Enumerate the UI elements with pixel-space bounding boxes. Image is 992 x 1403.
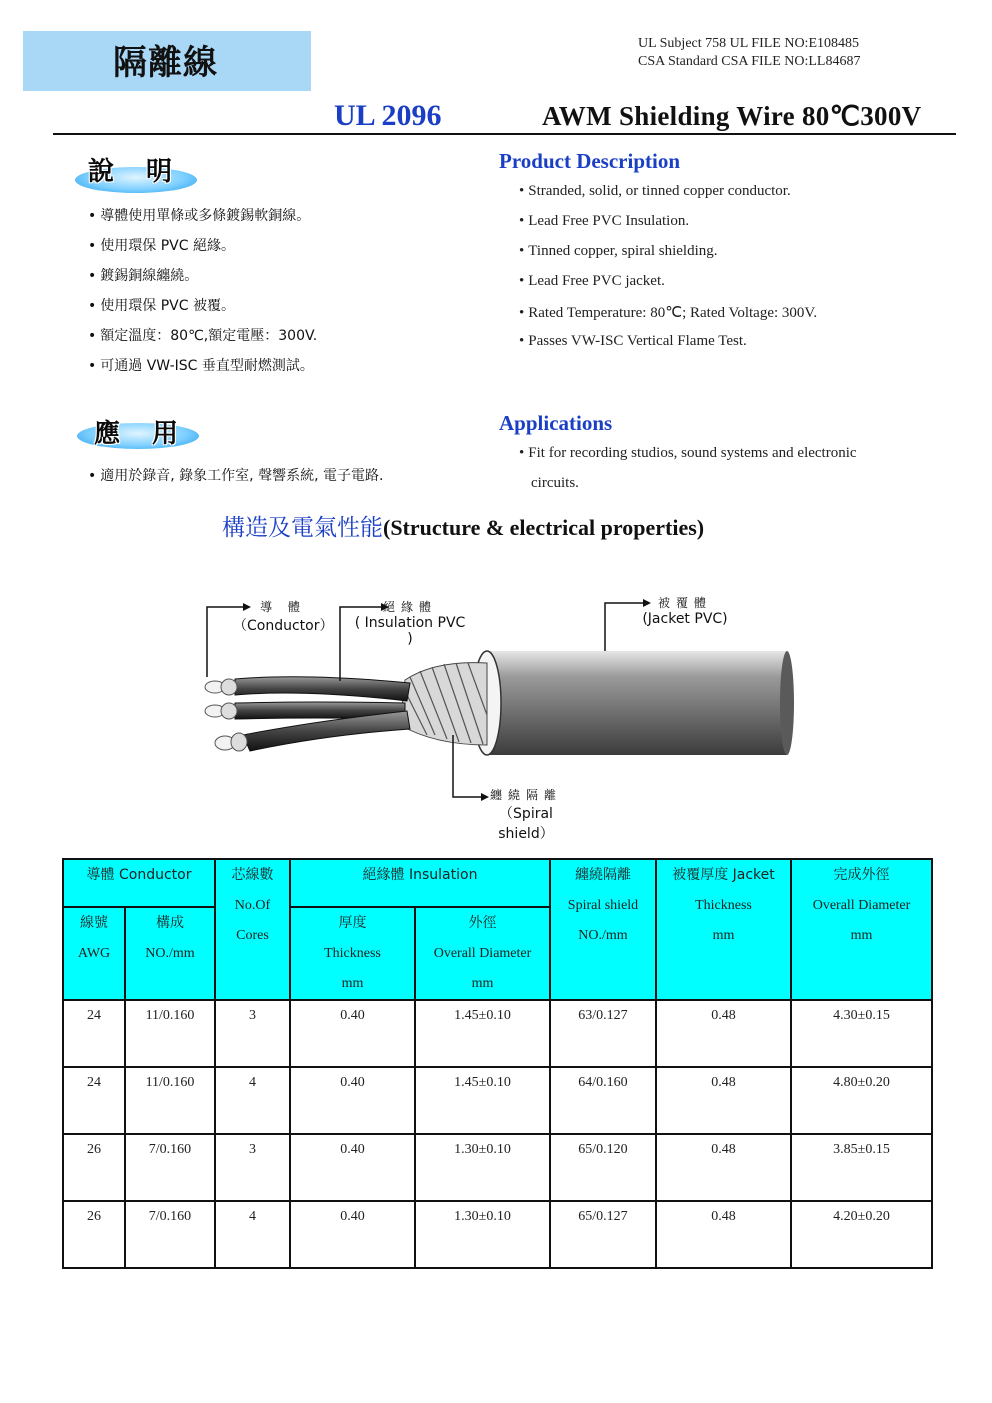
header-awg: 線號 AWG (63, 907, 125, 1000)
header-overall-diameter: 完成外徑 Overall Diameter mm (791, 859, 932, 1000)
spiral-shield (400, 663, 487, 745)
header-insulation-thickness: 厚度 Thickness mm (290, 907, 415, 1000)
applications-heading: Applications (499, 411, 613, 435)
cell-construction: 11/0.160 (125, 1000, 215, 1067)
insulated-cores (235, 677, 410, 751)
product-name: AWM Shielding Wire 80℃300V (542, 101, 922, 131)
conductor-label: 導 體 （Conductor） (233, 600, 334, 634)
cell-spiral-shield: 65/0.127 (550, 1201, 656, 1268)
table-row (63, 1201, 932, 1268)
zh-description-item: • 導體使用單條或多條鍍錫軟銅線。 (88, 208, 311, 224)
cell-construction: 7/0.160 (125, 1134, 215, 1201)
spiral-shield-label: 纏繞隔離 （Spiral shield） (489, 788, 562, 842)
model-number: UL 2096 (334, 99, 442, 132)
cell-cores: 3 (215, 1134, 290, 1201)
cell-overall-diameter: 4.30±0.15 (791, 1000, 932, 1067)
cell-awg: 26 (63, 1134, 125, 1201)
product-description-heading: Product Description (499, 149, 681, 173)
en-description-item: • Tinned copper, spiral shielding. (519, 243, 718, 259)
cell-awg: 24 (63, 1067, 125, 1134)
cell-insulation-diameter: 1.45±0.10 (415, 1067, 550, 1134)
cell-jacket-thickness: 0.48 (656, 1134, 791, 1201)
zh-description-item: • 鍍錫銅線纏繞。 (88, 268, 199, 284)
zh-description-item: • 額定溫度：80℃,額定電壓：300V. (88, 328, 318, 344)
cell-cores: 4 (215, 1201, 290, 1268)
cell-jacket-thickness: 0.48 (656, 1067, 791, 1134)
cell-overall-diameter: 4.20±0.20 (791, 1201, 932, 1268)
cell-construction: 7/0.160 (125, 1201, 215, 1268)
cell-insulation-thickness: 0.40 (290, 1201, 415, 1268)
applications-badge-text: 應用 (94, 419, 211, 449)
cell-awg: 26 (63, 1201, 125, 1268)
cell-cores: 4 (215, 1067, 290, 1134)
structure-title-en: (Structure & electrical properties) (383, 515, 705, 540)
cell-insulation-diameter: 1.30±0.10 (415, 1201, 550, 1268)
cell-jacket-thickness: 0.48 (656, 1000, 791, 1067)
structure-title-zh: 構造及電氣性能 (222, 515, 383, 541)
cell-overall-diameter: 3.85±0.15 (791, 1134, 932, 1201)
structure-title (222, 509, 704, 542)
table-row (63, 1134, 932, 1201)
header-construction: 構成 NO./mm (125, 907, 215, 1000)
cell-spiral-shield: 64/0.160 (550, 1067, 656, 1134)
ul-file-line: UL Subject 758 UL FILE NO:E108485 (638, 36, 859, 51)
en-description-item: • Rated Temperature: 80℃; Rated Voltage: 300V. (519, 305, 818, 321)
section-title: 隔離線 (113, 43, 218, 83)
cell-insulation-diameter: 1.45±0.10 (415, 1000, 550, 1067)
insulation-label: 絕緣體 ( Insulation PVC ) (354, 600, 466, 647)
en-description-item: • Lead Free PVC jacket. (519, 273, 665, 289)
zh-application-item: • 適用於錄音, 錄象工作室, 聲響系統, 電子電路. (88, 468, 384, 484)
en-application-item: • Fit for recording studios, sound systems and electronic (519, 445, 857, 461)
cell-construction: 11/0.160 (125, 1067, 215, 1134)
cell-cores: 3 (215, 1000, 290, 1067)
jacket-label: 被覆體 (Jacket PVC) (642, 596, 728, 627)
header-cores: 芯線數 No.Of Cores (215, 859, 290, 1000)
cell-spiral-shield: 65/0.120 (550, 1134, 656, 1201)
zh-description-item: • 使用環保 PVC 被覆。 (88, 298, 235, 314)
zh-description-item: • 可通過 VW-ISC 垂直型耐燃測試。 (88, 358, 314, 374)
table-row (63, 1067, 932, 1134)
table-row (63, 1000, 932, 1067)
section-title-box (23, 31, 311, 91)
cell-insulation-thickness: 0.40 (290, 1134, 415, 1201)
cell-spiral-shield: 63/0.127 (550, 1000, 656, 1067)
jacket-pvc (473, 651, 794, 755)
en-description-item: • Lead Free PVC Insulation. (519, 213, 690, 229)
cell-insulation-thickness: 0.40 (290, 1000, 415, 1067)
csa-file-line: CSA Standard CSA FILE NO:LL84687 (638, 54, 861, 69)
cell-insulation-thickness: 0.40 (290, 1067, 415, 1134)
cell-jacket-thickness: 0.48 (656, 1201, 791, 1268)
header-jacket-thickness: 被覆厚度 Jacket Thickness mm (656, 859, 791, 1000)
description-badge-text: 說明 (88, 157, 205, 187)
zh-description-item: • 使用環保 PVC 絕緣。 (88, 238, 235, 254)
spec-table (62, 858, 933, 1269)
cell-awg: 24 (63, 1000, 125, 1067)
cell-insulation-diameter: 1.30±0.10 (415, 1134, 550, 1201)
en-description-item: • Stranded, solid, or tinned copper conductor. (519, 183, 791, 199)
en-application-item-cont: circuits. (531, 475, 579, 491)
header-insulation-diameter: 外徑 Overall Diameter mm (415, 907, 550, 1000)
header-spiral-shield: 纏繞隔離 Spiral shield NO./mm (550, 859, 656, 1000)
en-description-item: • Passes VW-ISC Vertical Flame Test. (519, 333, 747, 349)
header-divider (53, 133, 956, 135)
header-insulation: 絕緣體 Insulation (290, 859, 550, 907)
cell-overall-diameter: 4.80±0.20 (791, 1067, 932, 1134)
header-conductor: 導體 Conductor (63, 859, 215, 907)
